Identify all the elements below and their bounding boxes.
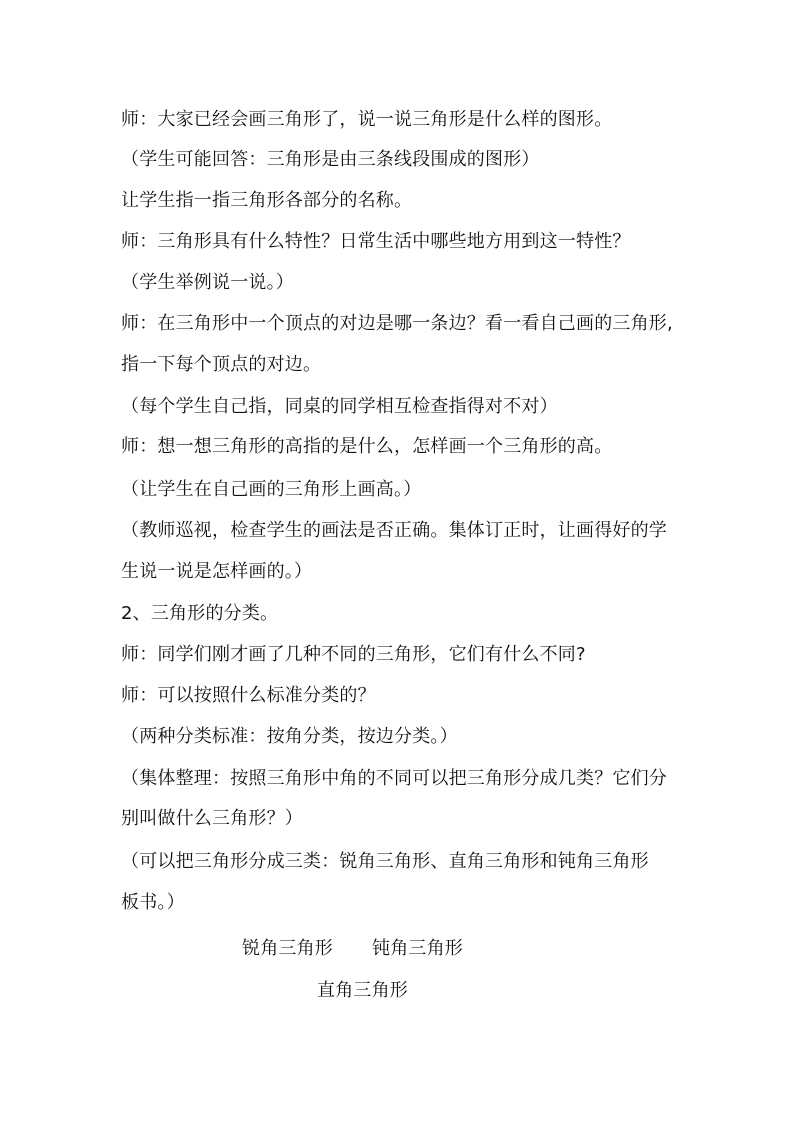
- board-obtuse-triangle: 钝角三角形: [372, 938, 463, 959]
- paragraph-line: 师：想一想三角形的高指的是什么，怎样画一个三角形的高。: [121, 436, 613, 457]
- paragraph-line: 指一下每个顶点的对边。: [121, 354, 322, 375]
- paragraph-line: （可以把三角形分成三类：锐角三角形、直角三角形和钝角三角形: [121, 851, 649, 872]
- paragraph-line: 师：在三角形中一个顶点的对边是哪一条边？看一看自己画的三角形,: [121, 313, 673, 334]
- board-acute-triangle: 锐角三角形: [242, 938, 333, 959]
- paragraph-line: 板书。）: [121, 892, 185, 913]
- paragraph-line: 师：大家已经会画三角形了，说一说三角形是什么样的图形。: [121, 109, 613, 130]
- paragraph-line: （让学生在自己画的三角形上画高。）: [121, 479, 422, 500]
- paragraph-line: （集体整理：按照三角形中角的不同可以把三角形分成几类？它们分: [121, 768, 667, 789]
- paragraph-line: （教师巡视，检查学生的画法是否正确。集体订正时，让画得好的学: [121, 520, 667, 541]
- paragraph-line: 师：三角形具有什么特性？日常生活中哪些地方用到这一特性？: [121, 231, 631, 252]
- paragraph-line: 让学生指一指三角形各部分的名称。: [121, 190, 413, 211]
- board-right-triangle: 直角三角形: [317, 980, 408, 1001]
- paragraph-line: 别叫做什么三角形？）: [121, 808, 303, 829]
- paragraph-line: 师：同学们刚才画了几种不同的三角形，它们有什么不同?: [121, 644, 586, 665]
- paragraph-line: （学生举例说一说。）: [121, 272, 294, 293]
- section-heading: 2、三角形的分类。: [121, 603, 279, 624]
- paragraph-line: （学生可能回答：三角形是由三条线段围成的图形）: [121, 149, 540, 170]
- paragraph-line: 生说一说是怎样画的。）: [121, 561, 313, 582]
- paragraph-line: 师：可以按照什么标准分类的？: [121, 685, 376, 706]
- paragraph-line: （每个学生自己指，同桌的同学相互检查指得对不对）: [121, 396, 558, 417]
- paragraph-line: （两种分类标准：按角分类，按边分类。）: [121, 726, 458, 747]
